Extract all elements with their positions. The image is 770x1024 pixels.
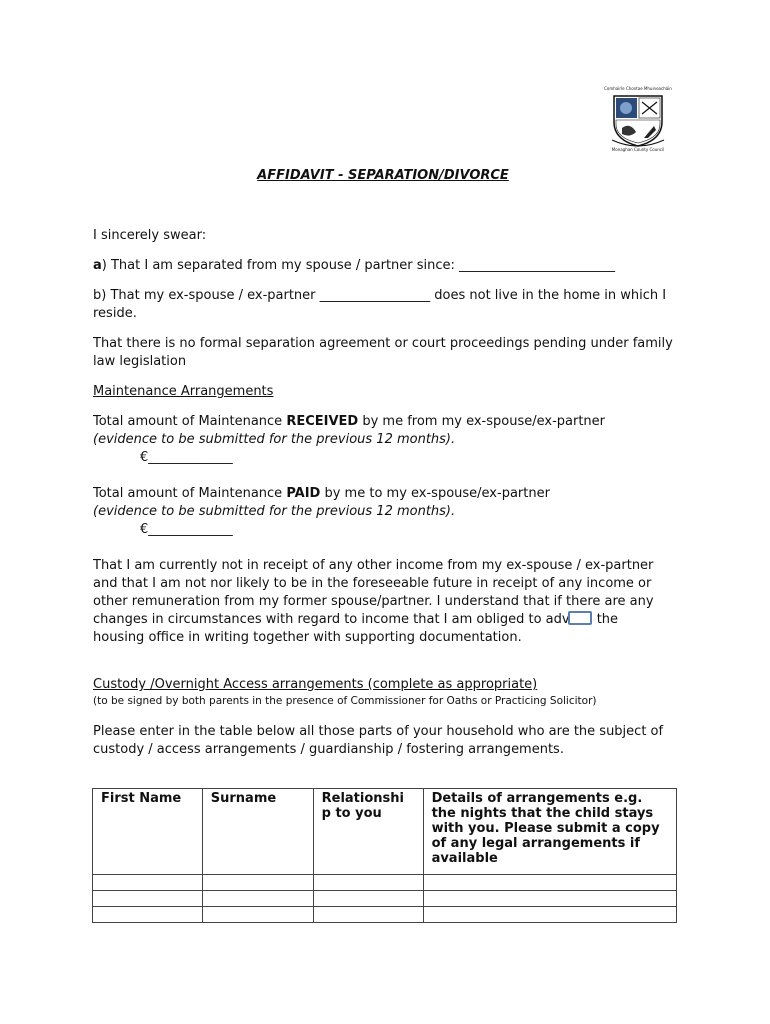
received-evidence: (evidence to be submitted for the previous 12 months). — [93, 432, 456, 447]
received-line: Total amount of Maintenance RECEIVED by me from my ex-spouse/ex-partner — [93, 414, 605, 429]
crest-top-text: Comhairle Chontae Mhuineacháin — [604, 86, 672, 91]
custody-note: (to be signed by both parents in the presence of Commissioner for Oaths or Practicing Solicitor) — [93, 695, 597, 707]
income-statement: That I am currently not in receipt of any other income from my ex-spouse / ex-partner and that I am not nor likely to be in the foreseeable future in receipt of any income or other remuneration from my former spouse/partner. I understand that if there are any changes in circumstances with regard to income that I am obliged to adv the housing office in writing together with supporting documentation. — [93, 558, 654, 645]
maintenance-paid — [93, 485, 673, 539]
table-cell[interactable] — [202, 891, 313, 907]
table-intro: Please enter in the table below all those parts of your household who are the subject of custody / access arrangements / guardianship / fostering arrangements. — [93, 724, 664, 757]
paid-line: Total amount of Maintenance PAID by me to my ex-spouse/ex-partner — [93, 486, 550, 501]
col-surname: Surname — [202, 789, 313, 875]
table-cell[interactable] — [202, 875, 313, 891]
paid-amount: €_____________ — [140, 522, 233, 537]
paid-evidence: (evidence to be submitted for the previous 12 months). — [93, 504, 456, 519]
document-title: AFFIDAVIT - SEPARATION/DIVORCE — [257, 168, 509, 183]
crest-shield-icon — [610, 92, 666, 148]
table-cell[interactable] — [313, 875, 423, 891]
col-first-name: First Name — [93, 789, 203, 875]
item-a-prefix: a — [93, 258, 102, 273]
table-cell[interactable] — [423, 907, 676, 923]
swear-line: I sincerely swear: — [93, 228, 207, 243]
table-cell[interactable] — [202, 907, 313, 923]
table-cell[interactable] — [423, 891, 676, 907]
no-agreement-statement: That there is no formal separation agreement or court proceedings pending under family law legislation — [93, 336, 673, 369]
col-relationship: Relationshi p to you — [313, 789, 423, 875]
col-arrangement-details: Details of arrangements e.g. the nights that the child stays with you. Please submit a copy of any legal arrangements if available — [423, 789, 676, 875]
received-keyword: RECEIVED — [286, 414, 359, 429]
household-custody-table — [92, 788, 677, 923]
custody-heading: Custody /Overnight Access arrangements (complete as appropriate) — [93, 677, 538, 692]
council-crest — [602, 86, 674, 154]
item-a-text: ) That I am separated from my spouse / partner since: ________________________ — [101, 258, 616, 273]
table-cell[interactable] — [93, 891, 203, 907]
table-row — [93, 907, 677, 923]
selection-marker — [568, 611, 592, 625]
item-a — [93, 257, 673, 275]
crest-bottom-text: Monaghan County Council — [611, 147, 665, 152]
received-amount: €_____________ — [140, 450, 233, 465]
table-cell[interactable] — [93, 907, 203, 923]
table-cell[interactable] — [313, 907, 423, 923]
table-row — [93, 891, 677, 907]
table-cell[interactable] — [423, 875, 676, 891]
table-row — [93, 875, 677, 891]
maintenance-heading: Maintenance Arrangements — [93, 384, 274, 399]
table-header-row — [93, 789, 677, 875]
maintenance-received — [93, 413, 673, 467]
table-cell[interactable] — [93, 875, 203, 891]
item-b: b) That my ex-spouse / ex-partner _________________ does not live in the home in which I reside. — [93, 288, 667, 321]
paid-keyword: PAID — [286, 486, 321, 501]
table-cell[interactable] — [313, 891, 423, 907]
